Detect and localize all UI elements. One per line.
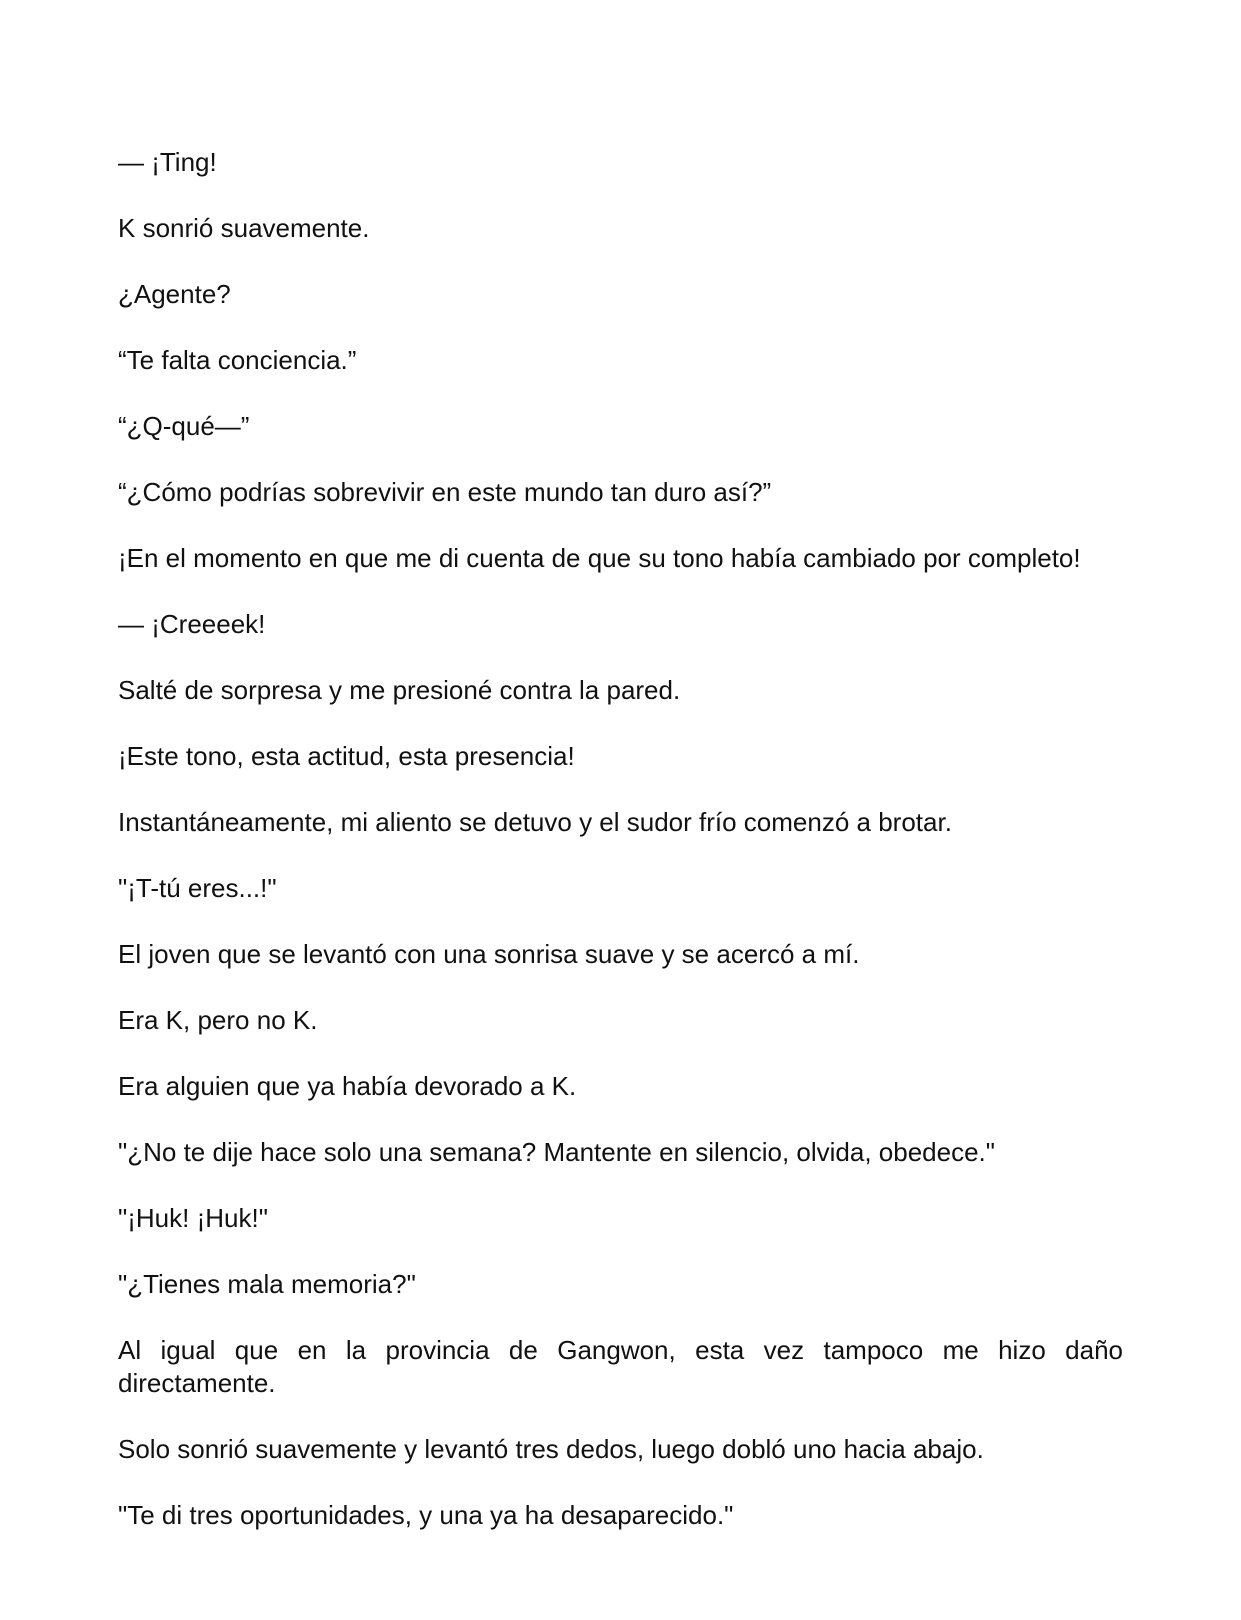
paragraph: "¡T-tú eres...!" bbox=[118, 873, 277, 903]
paragraph: Era alguien que ya había devorado a K. bbox=[118, 1071, 577, 1101]
paragraph: Instantáneamente, mi aliento se detuvo y el sudor frío comenzó a brotar. bbox=[118, 807, 952, 837]
paragraph: ¡Este tono, esta actitud, esta presencia! bbox=[118, 741, 575, 771]
body-text bbox=[118, 146, 1123, 1565]
paragraph: — ¡Creeeek! bbox=[118, 609, 266, 639]
paragraph: "¡Huk! ¡Huk!" bbox=[118, 1203, 268, 1233]
paragraph: Era K, pero no K. bbox=[118, 1005, 318, 1035]
paragraph: "¿Tienes mala memoria?" bbox=[118, 1269, 416, 1299]
paragraph: Solo sonrió suavemente y levantó tres dedos, luego dobló uno hacia abajo. bbox=[118, 1434, 984, 1464]
paragraph: El joven que se levantó con una sonrisa suave y se acercó a mí. bbox=[118, 939, 860, 969]
paragraph: — ¡Ting! bbox=[118, 147, 217, 177]
paragraph: "¿No te dije hace solo una semana? Mantente en silencio, olvida, obedece." bbox=[118, 1137, 996, 1167]
paragraph: K sonrió suavemente. bbox=[118, 213, 370, 243]
paragraph: Al igual que en la provincia de Gangwon, esta vez tampoco me hizo daño directamente. bbox=[118, 1335, 1123, 1398]
paragraph: Salté de sorpresa y me presioné contra la pared. bbox=[118, 675, 681, 705]
paragraph: “Te falta conciencia.” bbox=[118, 345, 357, 375]
paragraph: "Te di tres oportunidades, y una ya ha desaparecido." bbox=[118, 1500, 734, 1530]
paragraph: ¿Agente? bbox=[118, 279, 231, 309]
paragraph: “¿Q-qué—” bbox=[118, 411, 250, 441]
paragraph: ¡En el momento en que me di cuenta de que su tono había cambiado por completo! bbox=[118, 543, 1081, 573]
paragraph: “¿Cómo podrías sobrevivir en este mundo tan duro así?” bbox=[118, 477, 772, 507]
